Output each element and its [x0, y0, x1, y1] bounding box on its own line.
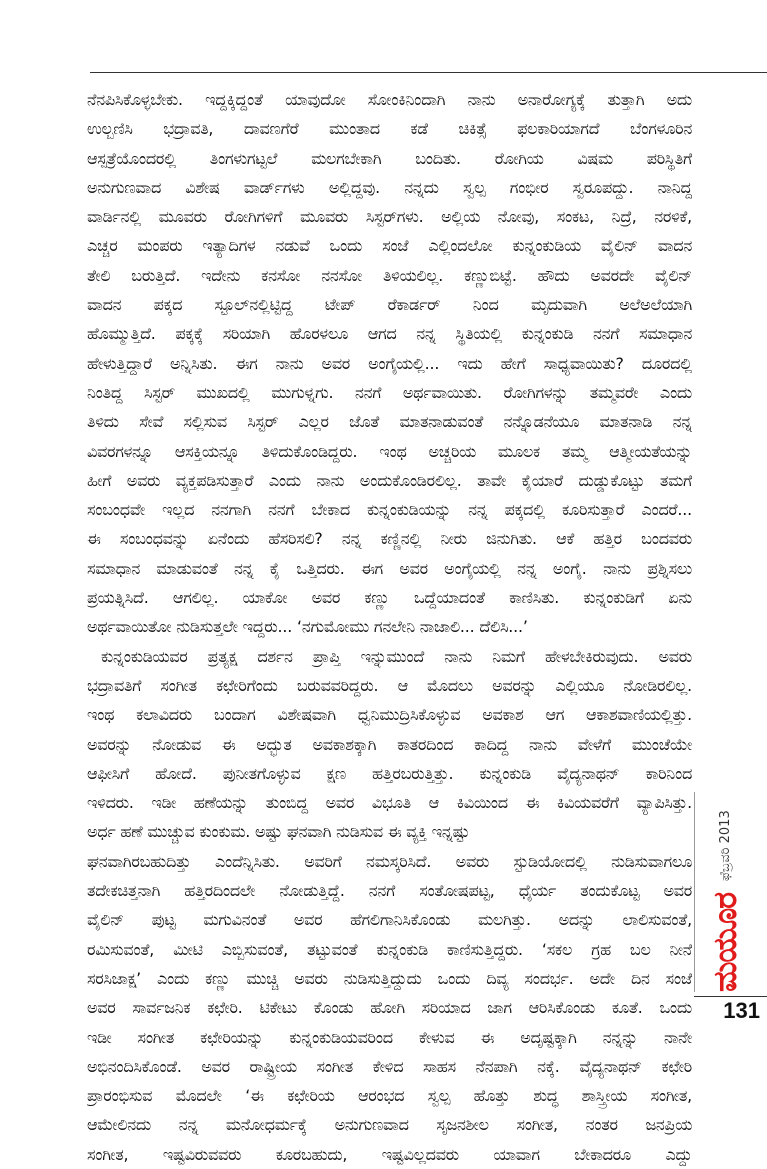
text-line: ಇಂಥ ಕಲಾವಿದರು ಬಂದಾಗ ವಿಶೇಷವಾಗಿ ಧ್ವನಿಮುದ್ರಿಸಿಕೊಳ್ಳುವ ಅವಕಾಶ ಆಗ ಆಕಾಶವಾಣಿಯಲ್ಲಿತ್ತು.	[87, 705, 692, 725]
text-line: ಅರ್ಥವಾಯಿತೋ ನುಡಿಸುತ್ತಲೇ ಇದ್ದರು... ‘ನಗುಮೋಮು ಗನಲೇನಿ ನಾಜಾಲಿ... ದೆಲಿಸಿ...’	[87, 617, 528, 637]
text-line: ಇಳಿದರು. ಇಡೀ ಹಣೆಯನ್ನು ತುಂಬಿದ್ದ ಅವರ ವಿಭೂತಿ ಆ ಕಿವಿಯಿಂದ ಈ ಕಿವಿಯವರೆಗೆ ವ್ಯಾಪಿಸಿತ್ತು.	[87, 793, 692, 813]
footer-rule	[694, 996, 767, 997]
text-line: ನಿಂತಿದ್ದ ಸಿಸ್ಟರ್ ಮುಖದಲ್ಲಿ ಮುಗುಳ್ನಗು. ನನಗೆ ಅರ್ಥವಾಯಿತು. ರೋಗಿಗಳನ್ನು ತಮ್ಮವರೇ ಎಂದು	[87, 382, 692, 402]
text-line: ಅವರನ್ನು ನೋಡುವ ಈ ಅದ್ಭುತ ಅವಕಾಶಕ್ಕಾಗಿ ಕಾತರದಿಂದ ಕಾದಿದ್ದ ನಾನು ವೇಳೆಗೆ ಮುಂಚೆಯೇ	[87, 734, 692, 754]
text-line: ಉಲ್ಬಣಿಸಿ ಭದ್ರಾವತಿ, ದಾವಣಗೆರೆ ಮುಂತಾದ ಕಡೆ ಚಿಕಿತ್ಸೆ ಫಲಕಾರಿಯಾಗದೆ ಬೆಂಗಳೂರಿನ	[87, 119, 692, 139]
text-line: ಘನವಾಗಿರಬಹುದಿತ್ತು ಎಂದೆನ್ನಿಸಿತು. ಅವರಿಗೆ ನಮಸ್ಕರಿಸಿದೆ. ಅವರು ಸ್ಟುಡಿಯೋದಲ್ಲಿ ನುಡಿಸುವಾಗಲೂ	[87, 851, 692, 871]
text-line: ಅವರ ಸಾರ್ವಜನಿಕ ಕಛೇರಿ. ಟಿಕೇಟು ಕೊಂಡು ಹೋಗಿ ಸರಿಯಾದ ಜಾಗ ಆರಿಸಿಕೊಂಡು ಕೂತೆ. ಒಂದು	[87, 998, 692, 1018]
text-line: ಅರ್ಧ ಹಣೆ ಮುಚ್ಚುವ ಕುಂಕುಮ. ಅಷ್ಟು ಘನವಾಗಿ ನುಡಿಸುವ ಈ ವ್ಯಕ್ತಿ ಇನ್ನಷ್ಟು	[87, 822, 470, 842]
text-line: ವಾರ್ಡಿನಲ್ಲಿ ಮೂವರು ರೋಗಿಗಳಿಗೆ ಮೂವರು ಸಿಸ್ಟರ್‌ಗಳು. ಅಲ್ಲಿಯ ನೋವು, ಸಂಕಟ, ನಿದ್ರೆ, ನರಳಿಕೆ,	[87, 207, 692, 227]
magazine-name: ಮಯೂರ	[705, 892, 744, 992]
text-line: ಹೇಳುತ್ತಿದ್ದಾರೆ ಅನ್ನಿಸಿತು. ಈಗ ನಾನು ಅವರ ಅಂಗೈಯಲ್ಲಿ... ಇದು ಹೇಗೆ ಸಾಧ್ಯವಾಯಿತು? ದೂರದಲ್ಲಿ	[87, 353, 692, 373]
text-line: ಈ ಸಂಬಂಧವನ್ನು ಏನೆಂದು ಹೆಸರಿಸಲಿ? ನನ್ನ ಕಣ್ಣಿನಲ್ಲಿ ನೀರು ಜಿನುಗಿತು. ಆಕೆ ಹತ್ತಿರ ಬಂದವರು	[87, 529, 692, 549]
page-number: 131	[723, 998, 760, 1023]
text-line: ರಮಿಸುವಂತೆ, ಮೀಟಿ ಎಬ್ಬಿಸುವಂತೆ, ತಟ್ಟುವಂತೆ ಕುನ್ನಂಕುಡಿ ಕಾಣಿಸುತ್ತಿದ್ದರು. ‘ಸಕಲ ಗ್ರಹ ಬಲ ನೀನೆ	[87, 939, 692, 959]
header-rule	[90, 72, 767, 73]
text-line: ಆಮೇಲಿನದು ನನ್ನ ಮನೋಧರ್ಮಕ್ಕೆ ಅನುಗುಣವಾದ ಸೃಜನಶೀಲ ಸಂಗೀತ, ನಂತರ ಜನಪ್ರಿಯ	[87, 1115, 692, 1135]
text-line: ತಿಳಿದು ಸೇವೆ ಸಲ್ಲಿಸುವ ಸಿಸ್ಟರ್ ಎಲ್ಲರ ಜೊತೆ ಮಾತನಾಡುವಂತೆ ನನ್ನೊಡನೆಯೂ ಮಾತನಾಡಿ ನನ್ನ	[87, 412, 692, 432]
text-line: ತೇಲಿ ಬರುತ್ತಿದೆ. ಇದೇನು ಕನಸೋ ನನಸೋ ತಿಳಿಯಲಿಲ್ಲ. ಕಣ್ಣುಬಿಟ್ಟೆ. ಹೌದು ಅವರದೇ ವೈಲಿನ್	[87, 265, 692, 285]
margin-label-rotated	[705, 792, 745, 992]
text-line: ವಾದನ ಪಕ್ಕದ ಸ್ಟೂಲ್‌ನಲ್ಲಿಟ್ಟಿದ್ದ ಟೇಪ್ ರೆಕಾರ್ಡರ್ ನಿಂದ ಮೃದುವಾಗಿ ಅಲೆಅಲೆಯಾಗಿ	[87, 295, 692, 315]
text-line: ಸಂಬಂಧವೇ ಇಲ್ಲದ ನನಗಾಗಿ ನನಗೆ ಬೇಕಾದ ಕುನ್ನಂಕುಡಿಯನ್ನು ನನ್ನ ಪಕ್ಕದಲ್ಲಿ ಕೂರಿಸುತ್ತಾರೆ ಎಂದರೆ...	[87, 500, 692, 520]
text-line: ತದೇಕಚಿತ್ತನಾಗಿ ಹತ್ತಿರದಿಂದಲೇ ನೋಡುತ್ತಿದ್ದೆ. ನನಗೆ ಸಂತೋಷಪಟ್ಟ, ಧೈರ್ಯ ತಂದುಕೊಟ್ಟ ಅವರ	[87, 881, 692, 901]
text-line: ಎಚ್ಚರ ಮಂಪರು ಇತ್ಯಾದಿಗಳ ನಡುವೆ ಒಂದು ಸಂಜೆ ಎಲ್ಲಿಂದಲೋ ಕುನ್ನಂಕುಡಿಯ ವೈಲಿನ್ ವಾದನ	[87, 236, 692, 256]
text-line: ಹೀಗೆ ಅವರು ವ್ಯಕ್ತಪಡಿಸುತ್ತಾರೆ ಎಂದು ನಾನು ಅಂದುಕೊಂಡಿರಲಿಲ್ಲ. ತಾವೇ ಕೈಯಾರೆ ದುಡ್ಡುಕೊಟ್ಟು ತಮಗೆ	[87, 470, 692, 490]
text-line: ಸರಸಿಜಾಕ್ಷ’ ಎಂದು ಕಣ್ಣು ಮುಚ್ಚಿ ಅವರು ನುಡಿಸುತ್ತಿದ್ದುದು ಒಂದು ದಿವ್ಯ ಸಂದರ್ಭ. ಅದೇ ದಿನ ಸಂಜೆ	[87, 968, 692, 988]
text-line: ಸಂಗೀತ, ಇಷ್ಟವಿರುವವರು ಕೂರಬಹುದು, ಇಷ್ಟವಿಲ್ಲದವರು ಯಾವಾಗ ಬೇಕಾದರೂ ಎದ್ದು	[87, 1144, 692, 1164]
text-line: ಸಮಾಧಾನ ಮಾಡುವಂತೆ ನನ್ನ ಕೈ ಒತ್ತಿದರು. ಈಗ ಅವರ ಅಂಗೈಯಲ್ಲಿ ನನ್ನ ಅಂಗೈ. ನಾನು ಪ್ರಶ್ನಿಸಲು	[87, 558, 692, 578]
margin-label	[694, 792, 751, 992]
text-line: ಅಭಿನಂದಿಸಿಕೊಂಡೆ. ಅವರ ರಾಷ್ಟ್ರೀಯ ಸಂಗೀತ ಕೇಳಿದ ಸಾಹಸ ನೆನಪಾಗಿ ನಕ್ಕೆ. ವೈದ್ಯನಾಥನ್ ಕಛೇರಿ	[87, 1056, 692, 1076]
article-body	[87, 85, 692, 1164]
text-line: ಕುನ್ನಂಕುಡಿಯವರ ಪ್ರತ್ಯಕ್ಷ ದರ್ಶನ ಪ್ರಾಪ್ತಿ ಇನ್ನುಮುಂದೆ ನಾನು ನಿಮಗೆ ಹೇಳಬೇಕಿರುವುದು. ಅವರು	[101, 646, 692, 666]
text-line: ಪ್ರಯತ್ನಿಸಿದೆ. ಆಗಲಿಲ್ಲ. ಯಾಕೋ ಅವರ ಕಣ್ಣು ಒದ್ದೆಯಾದಂತೆ ಕಾಣಿಸಿತು. ಕುನ್ನಂಕುಡಿಗೆ ಏನು	[87, 588, 692, 608]
issue-date: ಫೆಬ್ರವರಿ 2013	[717, 810, 733, 881]
text-line: ಹೊಮ್ಮುತ್ತಿದೆ. ಪಕ್ಕಕ್ಕೆ ಸರಿಯಾಗಿ ಹೊರಳಲೂ ಆಗದ ನನ್ನ ಸ್ಥಿತಿಯಲ್ಲಿ ಕುನ್ನಂಕುಡಿ ನನಗೆ ಸಮಾಧಾನ	[87, 324, 692, 344]
text-line: ಆಫೀಸಿಗೆ ಹೋದೆ. ಪುನೀತಗೊಳ್ಳುವ ಕ್ಷಣ ಹತ್ತಿರಬರುತ್ತಿತ್ತು. ಕುನ್ನಂಕುಡಿ ವೈದ್ಯನಾಥನ್ ಕಾರಿನಿಂದ	[87, 763, 692, 783]
text-line: ವೈಲಿನ್ ಪುಟ್ಟ ಮಗುವಿನಂತೆ ಅವರ ಹೆಗಲಿಗಾನಿಸಿಕೊಂಡು ಮಲಗಿತ್ತು. ಅದನ್ನು ಲಾಲಿಸುವಂತೆ,	[87, 910, 692, 930]
text-line: ಇಡೀ ಸಂಗೀತ ಕಛೇರಿಯನ್ನು ಕುನ್ನಂಕುಡಿಯವರಿಂದ ಕೇಳುವ ಈ ಅದೃಷ್ಟಕ್ಕಾಗಿ ನನ್ನನ್ನು ನಾನೇ	[87, 1027, 692, 1047]
text-line: ಅನುಗುಣವಾದ ವಿಶೇಷ ವಾರ್ಡ್‌ಗಳು ಅಲ್ಲಿದ್ದವು. ನನ್ನದು ಸ್ವಲ್ಪ ಗಂಭೀರ ಸ್ವರೂಪದ್ದು. ನಾನಿದ್ದ	[87, 177, 692, 197]
text-line: ಪ್ರಾರಂಭಿಸುವ ಮೊದಲೇ ‘ಈ ಕಛೇರಿಯ ಆರಂಭದ ಸ್ವಲ್ಪ ಹೊತ್ತು ಶುದ್ಧ ಶಾಸ್ತ್ರೀಯ ಸಂಗೀತ,	[87, 1086, 692, 1106]
text-line: ವಿವರಗಳನ್ನೂ ಆಸಕ್ತಿಯನ್ನೂ ತಿಳಿದುಕೊಂಡಿದ್ದರು. ಇಂಥ ಅಚ್ಚರಿಯ ಮೂಲಕ ತಮ್ಮ ಆತ್ಮೀಯತೆಯನ್ನು	[87, 441, 692, 461]
text-line: ನೆನಪಿಸಿಕೊಳ್ಳಬೇಕು. ಇದ್ದಕ್ಕಿದ್ದಂತೆ ಯಾವುದೋ ಸೋಂಕಿನಿಂದಾಗಿ ನಾನು ಅನಾರೋಗ್ಯಕ್ಕೆ ತುತ್ತಾಗಿ ಅದು	[87, 90, 692, 109]
text-line: ಭದ್ರಾವತಿಗೆ ಸಂಗೀತ ಕಛೇರಿಗೆಂದು ಬರುವವರಿದ್ದರು. ಆ ಮೊದಲು ಅವರನ್ನು ಎಲ್ಲಿಯೂ ನೋಡಿರಲಿಲ್ಲ.	[87, 675, 692, 695]
text-line: ಆಸ್ಪತ್ರೆಯೊಂದರಲ್ಲಿ ತಿಂಗಳುಗಟ್ಟಲೆ ಮಲಗಬೇಕಾಗಿ ಬಂದಿತು. ರೋಗಿಯ ವಿಷಮ ಪರಿಸ್ಥಿತಿಗೆ	[87, 148, 692, 168]
